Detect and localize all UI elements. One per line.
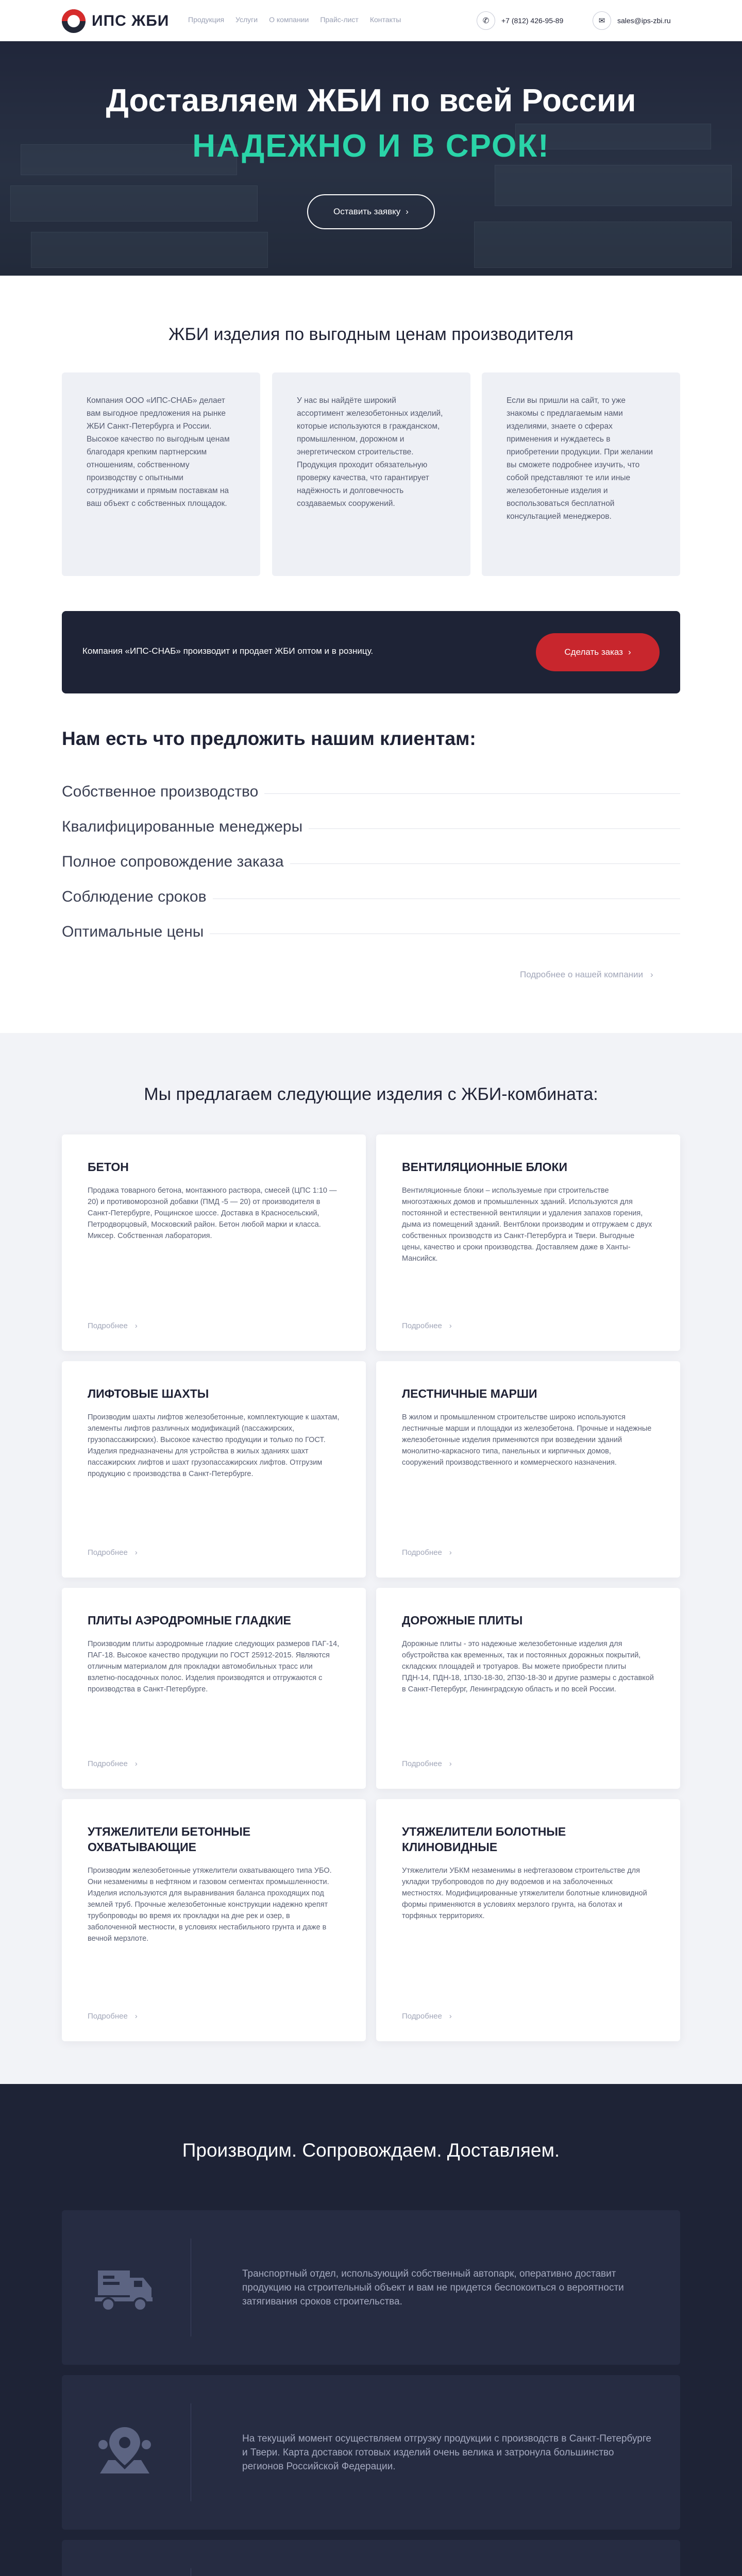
main-nav [188,15,401,24]
email-address: sales@ips-zbi.ru [617,16,671,25]
nav-contacts[interactable]: Контакты [369,15,401,24]
logo-icon [62,9,86,33]
product-title: УТЯЖЕЛИТЕЛИ БЕТОННЫЕ ОХВАТЫВАЮЩИЕ [88,1825,251,1854]
header-phone[interactable] [477,11,563,30]
chevron-right-icon: › [449,1321,452,1330]
product-more-link[interactable] [88,2012,138,2021]
banner-text: Компания «ИПС-СНАБ» производит и продает ЖБИ оптом и в розницу. [82,646,374,656]
logo[interactable] [62,9,169,33]
hero [0,41,742,276]
product-more-link[interactable] [402,1321,452,1330]
map-pin-icon [93,2424,157,2481]
product-text: Вентиляционные блоки – используемые при строительстве многоэтажных домов и промышленных зданий. Используются для постоянной и естественной вентиляции и удаления запахов горения, дыма из помещений зданий. Вентблоки производим и отгружаем с двух собственных производств из Санкт-Петербурга и Твери. Выгодные цены, качество и сроки производства. Доставляем даже в Ханты-Мансийск. [402,1187,652,1263]
more-label: Подробнее [402,2012,442,2021]
chevron-right-icon: › [449,2012,452,2021]
product-more-link[interactable] [88,1548,138,1557]
product-text: Продажа товарного бетона, монтажного раствора, смесей (ЦПС 1:10 — 20) и противоморозной добавки (ПМД -5 — 20) от производителя в Санкт-Петербурге, Рощинское шоссе. Доставка в Красносельский, Петродворцовый, Московский район. Бетон любой марки и класса. Миксер. Собственная лаборатория. [88,1187,337,1240]
products-title: Мы предлагаем следующие изделия с ЖБИ-комбината: [144,1084,598,1104]
offer-label: Соблюдение сроков [62,888,213,906]
about-card: У нас вы найдёте широкий ассортимент железобетонных изделий, которые используются в гражданском, промышленном, дорожном и энергетическом строительстве. Продукция проходит обязательную проверку качества, что гарантирует надёжность и долговечность создаваемых сооружений. [272,372,470,576]
order-button[interactable] [536,633,660,671]
product-more-link[interactable] [88,1321,138,1330]
service-text: Транспортный отдел, использующий собственный автопарк, оперативно доставит продукцию на строительный объект и вам не придется беспокоиться о вероятности затягивания сроков строительства. [242,2268,624,2307]
chevron-right-icon: › [628,647,631,657]
product-text: Производим плиты аэродромные гладкие следующих размеров ПАГ-14, ПАГ-18. Высокое качество продукции по ГОСТ 25912-2015. Являются отличным материалом для прокладки автомобильных трасс или взлетно-посадочных полос. Изделия производятся и отгружаются с производства в Санкт-Петербурге. [88,1640,340,1693]
order-banner [62,611,680,693]
chevron-right-icon: › [134,2012,138,2021]
product-text: В жилом и промышленном строительстве широко используются лестничные марши и площадки из железобетона. Прочные и надежные железобетонные изделия применяются при возведении зданий монолитно-каркасного типа, панельных и кирпичных домов, сооружений производственного и коммерческого назначения. [402,1413,652,1467]
chevron-right-icon: › [134,1548,138,1557]
nav-services[interactable]: Услуги [235,15,258,24]
more-label: Подробнее [88,1759,128,1768]
product-card[interactable] [62,1588,366,1789]
more-label: Подробнее [88,2012,128,2021]
chevron-right-icon: › [650,970,653,979]
site-header [0,0,742,41]
logo-text: ИПС ЖБИ [92,12,170,29]
service-item [62,2375,680,2530]
product-more-link[interactable] [402,1759,452,1768]
about-more-link[interactable] [520,970,653,980]
product-more-link[interactable] [402,2012,452,2021]
hero-request-button[interactable] [307,194,435,229]
more-label: Подробнее [402,1548,442,1557]
product-card[interactable] [376,1361,680,1578]
more-label: Подробнее [88,1321,128,1330]
order-button-label: Сделать заказ [564,647,623,657]
product-text: Дорожные плиты - это надежные железобетонные изделия для обустройства как временных, так и постоянных дорожных покрытий, складских площадей и тротуаров. Вы можете приобрести плиты ПДН-14, ПДН-18, 1П30-18-30, 2П30-18-30 и другие размеры с доставкой в Санкт-Петербург, Ленинградскую область и по всей России. [402,1640,654,1693]
more-label: Подробнее [402,1759,442,1768]
product-title: УТЯЖЕЛИТЕЛИ БОЛОТНЫЕ КЛИНОВИДНЫЕ [402,1825,566,1854]
product-card[interactable] [376,1134,680,1351]
hero-title: Доставляем ЖБИ по всей России [106,83,636,118]
nav-about[interactable]: О компании [269,15,309,24]
product-title: БЕТОН [88,1160,129,1174]
chevron-right-icon: › [134,1321,138,1330]
more-label: Подробнее [402,1321,442,1330]
about-card: Если вы пришли на сайт, то уже знакомы с предлагаемым нами изделиями, знаете о сферах применения и нуждаетесь в приобретении продукции. При желании вы сможете подробнее изучить, что собой представляют те или иные железобетонные изделия и воспользоваться бесплатной консультацией менеджеров. [482,372,680,576]
offer-label: Квалифицированные менеджеры [62,818,309,836]
chevron-right-icon: › [406,207,409,216]
service-item [62,2210,680,2365]
offer-item [62,883,680,914]
product-card[interactable] [62,1799,366,2041]
truck-icon [93,2259,157,2316]
chevron-right-icon: › [134,1759,138,1768]
product-title: ДОРОЖНЫЕ ПЛИТЫ [402,1614,523,1627]
offer-item [62,813,680,844]
offer-title: Нам есть что предложить нашим клиентам: [62,728,476,749]
product-text: Производим железобетонные утяжелители охватывающего типа УБО. Они незаменимы в нефтяном и газовом сегментах промышленности. Изделия используются для выравнивания баланса проходящих под землей труб. Прочные железобетонные конструкции надежно крепят трубопроводы во время их прокладки на дне рек и озер, в заболоченной местности, в условиях нестабильного грунта и даже в вечной мерзлоте. [88,1867,332,1943]
service-item [62,2540,680,2576]
offer-label: Собственное производство [62,783,264,801]
product-card[interactable] [62,1134,366,1351]
header-email[interactable] [593,11,671,30]
product-card[interactable] [62,1361,366,1578]
product-more-link[interactable] [88,1759,138,1768]
product-text: Утяжелители УБКМ незаменимы в нефтегазовом строительстве для укладки трубопроводов по дну водоемов и на заболоченных местностях. Модифицированные утяжелители болотные клиновидной формы применяются в условиях мерзлого грунта, на болотах и торфяных территориях. [402,1867,647,1920]
about-card: Компания ООО «ИПС-СНАБ» делает вам выгодное предложения на рынке ЖБИ Санкт-Петербурга и России. Высокое качество по выгодным ценам благодаря крепким партнерским отношениям, собственному производству с опытными сотрудниками и прямым поставкам на ваш объект с собственных площадок. [62,372,260,576]
services-section [0,2084,742,2576]
chevron-right-icon: › [449,1548,452,1557]
hero-subtitle: НАДЕЖНО И В СРОК! [192,128,550,164]
about-title: ЖБИ изделия по выгодным ценам производителя [168,325,574,344]
chevron-right-icon: › [449,1759,452,1768]
product-title: ЛИФТОВЫЕ ШАХТЫ [88,1387,209,1400]
service-text: На текущий момент осуществляем отгрузку продукции с производств в Санкт-Петербурге и Твери. Карта доставок готовых изделий очень велика и затронула большинство регионов Российской Федерации. [242,2433,651,2472]
product-card[interactable] [376,1588,680,1789]
phone-number: +7 (812) 426-95-89 [501,16,564,25]
nav-products[interactable]: Продукция [188,15,225,24]
offer-label: Полное сопровождение заказа [62,853,290,871]
mail-icon: ✉ [593,11,611,30]
more-label: Подробнее [88,1548,128,1557]
product-title: ЛЕСТНИЧНЫЕ МАРШИ [402,1387,537,1400]
offer-item [62,848,680,879]
nav-price[interactable]: Прайс-лист [320,15,359,24]
product-text: Производим шахты лифтов железобетонные, комплектующие к шахтам, элементы лифтов различных модификаций (пассажирских, грузопассажирских). Высокое качество продукции и только по ГОСТ. Изделия предназначены для устройства в жилых зданиях шахт пассажирских лифтов и шахт грузопассажирских лифтов. Отгрузим продукцию с производства в Санкт-Петербурге. [88,1413,340,1478]
product-more-link[interactable] [402,1548,452,1557]
phone-icon: ✆ [477,11,495,30]
products-section [0,1033,742,2084]
offer-label: Оптимальные цены [62,923,210,941]
about-more-label: Подробнее о нашей компании [520,970,644,979]
product-title: ПЛИТЫ АЭРОДРОМНЫЕ ГЛАДКИЕ [88,1614,291,1627]
offer-item [62,918,680,949]
offer-item [62,778,680,809]
hero-button-label: Оставить заявку [333,207,401,216]
services-title: Производим. Сопровождаем. Доставляем. [182,2140,560,2161]
product-card[interactable] [376,1799,680,2041]
service-text [242,2540,654,2576]
product-title: ВЕНТИЛЯЦИОННЫЕ БЛОКИ [402,1160,568,1174]
